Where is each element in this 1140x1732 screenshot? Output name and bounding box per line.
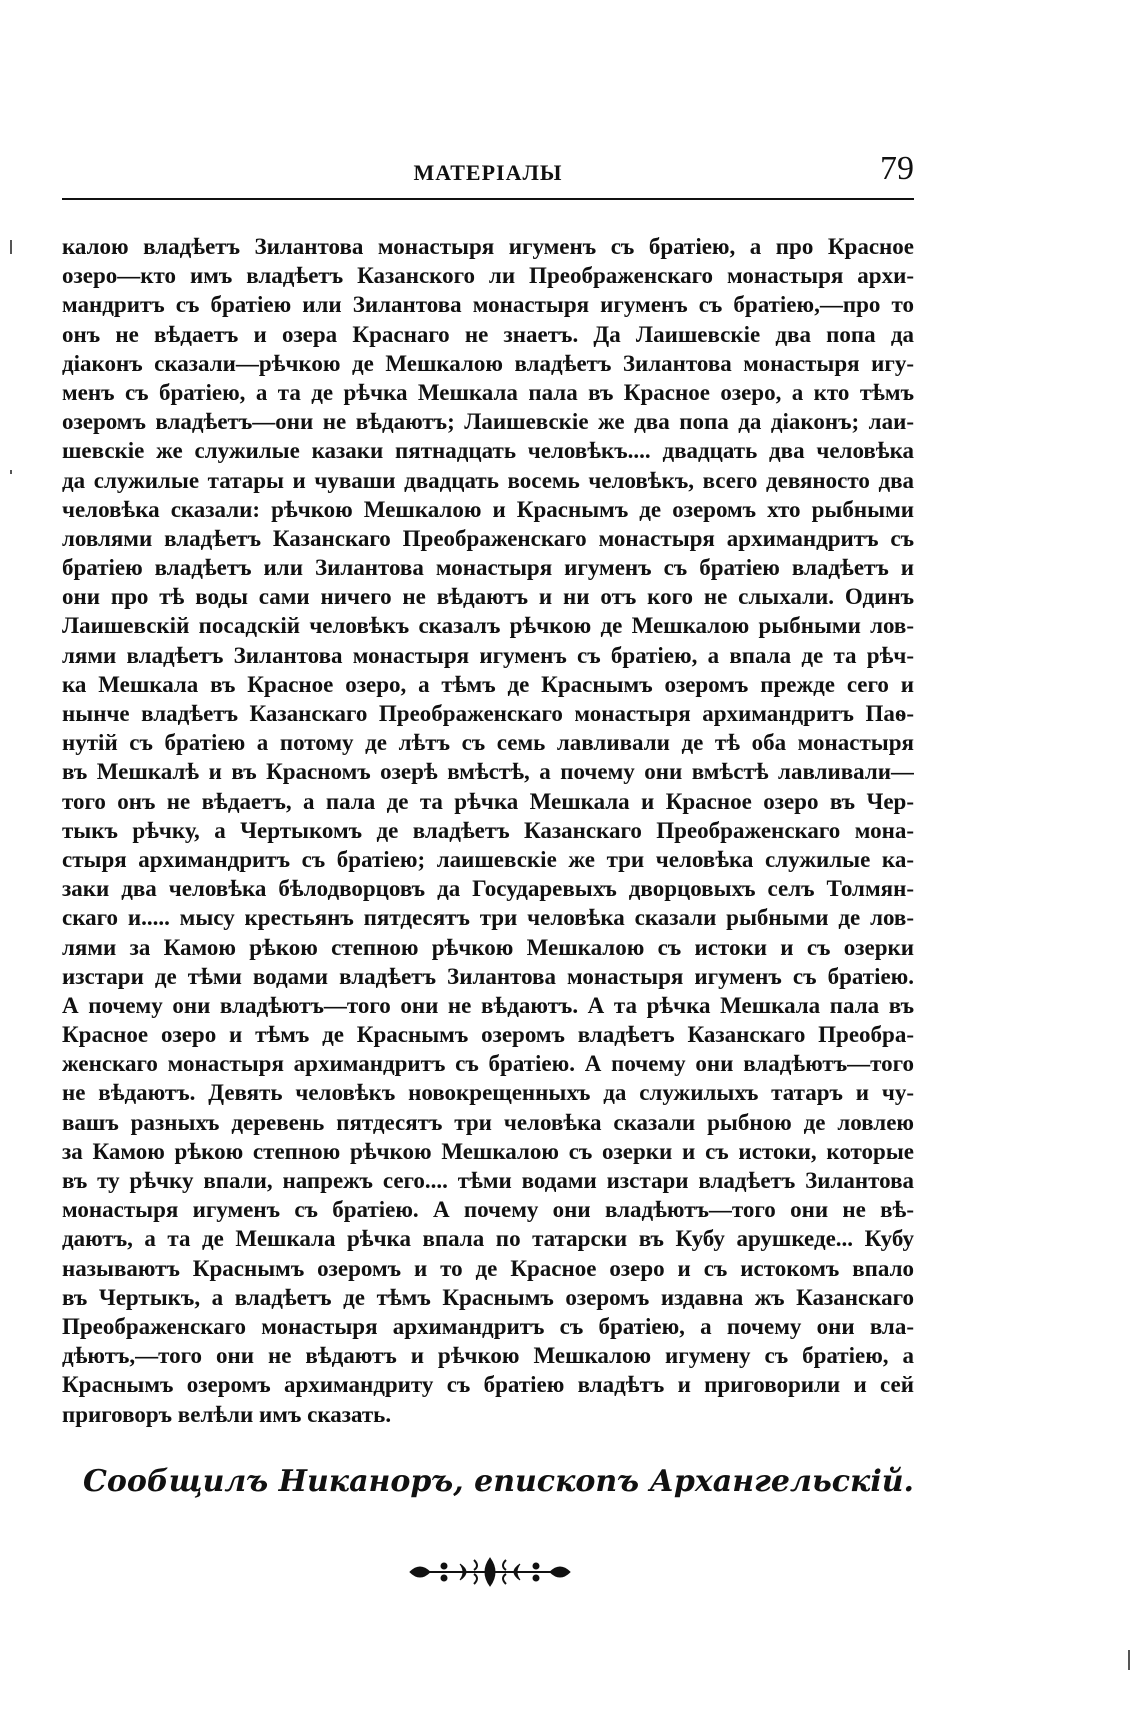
text-line: озеро—кто имъ владѣетъ Казанского ли Преображенскаго монастыря архи- [62, 263, 914, 289]
text-line: даютъ, а та де Мешкала рѣчка впала по татарски въ Кубу арушкеде... Кубу [62, 1226, 914, 1252]
text-line: они про тѣ воды сами ничего не вѣдаютъ и ни отъ кого не слыхали. Одинъ [62, 584, 914, 610]
text-line: въ Чертыкъ, а владѣетъ де тѣмъ Краснымъ озеромъ издавна жъ Казанскаго [62, 1284, 914, 1310]
text-line: заки два человѣка бѣлодворцовъ да Государевыхъ дворцовыхъ селъ Толмян- [62, 876, 914, 902]
text-line: дѣютъ,—того они не вѣдаютъ и рѣчкою Мешкалою игумену съ братіею, а [62, 1343, 914, 1369]
ornament-icon [400, 1552, 580, 1592]
text-line: нынче владѣетъ Казанскаго Преображенскаго монастыря архимандритъ Паѳ- [62, 701, 914, 726]
text-line: человѣка сказали: рѣчкою Мешкалою и Краснымъ де озеромъ хто рыбными [62, 496, 914, 522]
text-line: женскаго монастыря архимандритъ съ братіею. А почему они владѣютъ—того [62, 1051, 914, 1077]
text-line: шевскіе же служилые казаки пятнадцать человѣкъ.... двадцать два человѣка [62, 438, 914, 464]
text-line: въ Мешкалѣ и въ Красномъ озерѣ вмѣстѣ, а почему они вмѣстѣ лавливали— [62, 759, 914, 785]
text-line: менъ съ братіею, а та де рѣчка Мешкала пала въ Красное озеро, а кто тѣмъ [62, 379, 914, 405]
signature: Сообщилъ Никаноръ, епископъ Архангельскій. [83, 1464, 914, 1499]
margin-mark [10, 240, 12, 254]
text-line: лями за Камою рѣкою степною рѣчкою Мешкалою съ истоки и съ озерки [62, 934, 914, 960]
text-line: не вѣдаютъ. Девять человѣкъ новокрещенныхъ да служилыхъ татаръ и чу- [62, 1080, 914, 1106]
text-line: стыря архимандритъ съ братіею; лаишевскіе же три человѣка служилые ка- [62, 846, 914, 872]
text-line: въ ту рѣчку впали, напрежъ сего.... тѣми водами изстари владѣетъ Зилантова [62, 1168, 914, 1193]
text-line: онъ не вѣдаетъ и озера Краснаго не знаетъ. Да Лаишевскіе два попа да [62, 321, 914, 347]
text-line: діаконъ сказали—рѣчкою де Мешкалою владѣетъ Зилантова монастыря игу- [62, 350, 914, 376]
page-number: 79 [880, 150, 914, 187]
body-text [62, 232, 914, 1429]
text-line: приговоръ велѣли имъ сказать. [62, 1401, 392, 1427]
text-line: ловлями владѣетъ Казанскаго Преображенскаго монастыря архимандритъ съ [62, 525, 914, 551]
text-line: Лаишевскій посадскій человѣкъ сказалъ рѣчкою де Мешкалою рыбными лов- [62, 613, 914, 639]
text-line: мандритъ съ братіею или Зилантова монастыря игуменъ съ братіею,—про то [62, 292, 914, 318]
margin-mark [1128, 1650, 1130, 1670]
text-line: за Камою рѣкою степною рѣчкою Мешкалою съ озерки и съ истоки, которые [62, 1138, 914, 1164]
text-line: называютъ Краснымъ озеромъ и то де Красное озеро и съ истокомъ впало [62, 1255, 914, 1281]
text-line: Преображенскаго монастыря архимандритъ съ братіею, а почему они вла- [62, 1313, 914, 1339]
text-line: лями владѣетъ Зилантова монастыря игуменъ съ братіею, а впала де та рѣч- [62, 642, 914, 668]
text-line: братіею владѣетъ или Зилантова монастыря игуменъ съ братіею владѣетъ и [62, 555, 914, 581]
text-line: ка Мешкала въ Красное озеро, а тѣмъ де Краснымъ озеромъ прежде сего и [62, 671, 914, 697]
text-line: Краснымъ озеромъ архимандриту съ братіею владѣтъ и приговорили и сей [62, 1372, 914, 1398]
text-line: изстари де тѣми водами владѣетъ Зилантова монастыря игуменъ съ братіею. [62, 963, 914, 989]
text-line: да служилые татары и чуваши двадцать восемь человѣкъ, всего девяносто два [62, 467, 914, 493]
text-line: того онъ не вѣдаетъ, а пала де та рѣчка Мешкала и Красное озеро въ Чер- [62, 788, 914, 814]
text-line: калою владѣетъ Зилантова монастыря игуменъ съ братіею, а про Красное [62, 234, 914, 259]
text-line: нутій съ братіею а потому де лѣтъ съ семь лавливали де тѣ оба монастыря [62, 730, 914, 756]
text-line: озеромъ владѣетъ—они не вѣдаютъ; Лаишевскіе же два попа да діаконъ; лаи- [62, 409, 914, 435]
page-header [62, 150, 914, 200]
text-line: монастыря игуменъ съ братіею. А почему они владѣютъ—того они не вѣ- [62, 1197, 914, 1223]
running-title: МАТЕРІАЛЫ [413, 160, 563, 185]
margin-mark [10, 470, 12, 474]
text-line: скаго и..... мысу крестьянъ пятдесятъ три человѣка сказали рыбными де лов- [62, 905, 914, 931]
text-line: Красное озеро и тѣмъ де Краснымъ озеромъ владѣетъ Казанскаго Преобра- [62, 1022, 914, 1048]
text-line: вашъ разныхъ деревень пятдесятъ три человѣка сказали рыбною де ловлею [62, 1109, 914, 1135]
text-line: тыкъ рѣчку, а Чертыкомъ де владѣетъ Казанскаго Преображенскаго мона- [62, 817, 914, 843]
text-line: А почему они владѣютъ—того они не вѣдаютъ. А та рѣчка Мешкала пала въ [62, 992, 914, 1018]
